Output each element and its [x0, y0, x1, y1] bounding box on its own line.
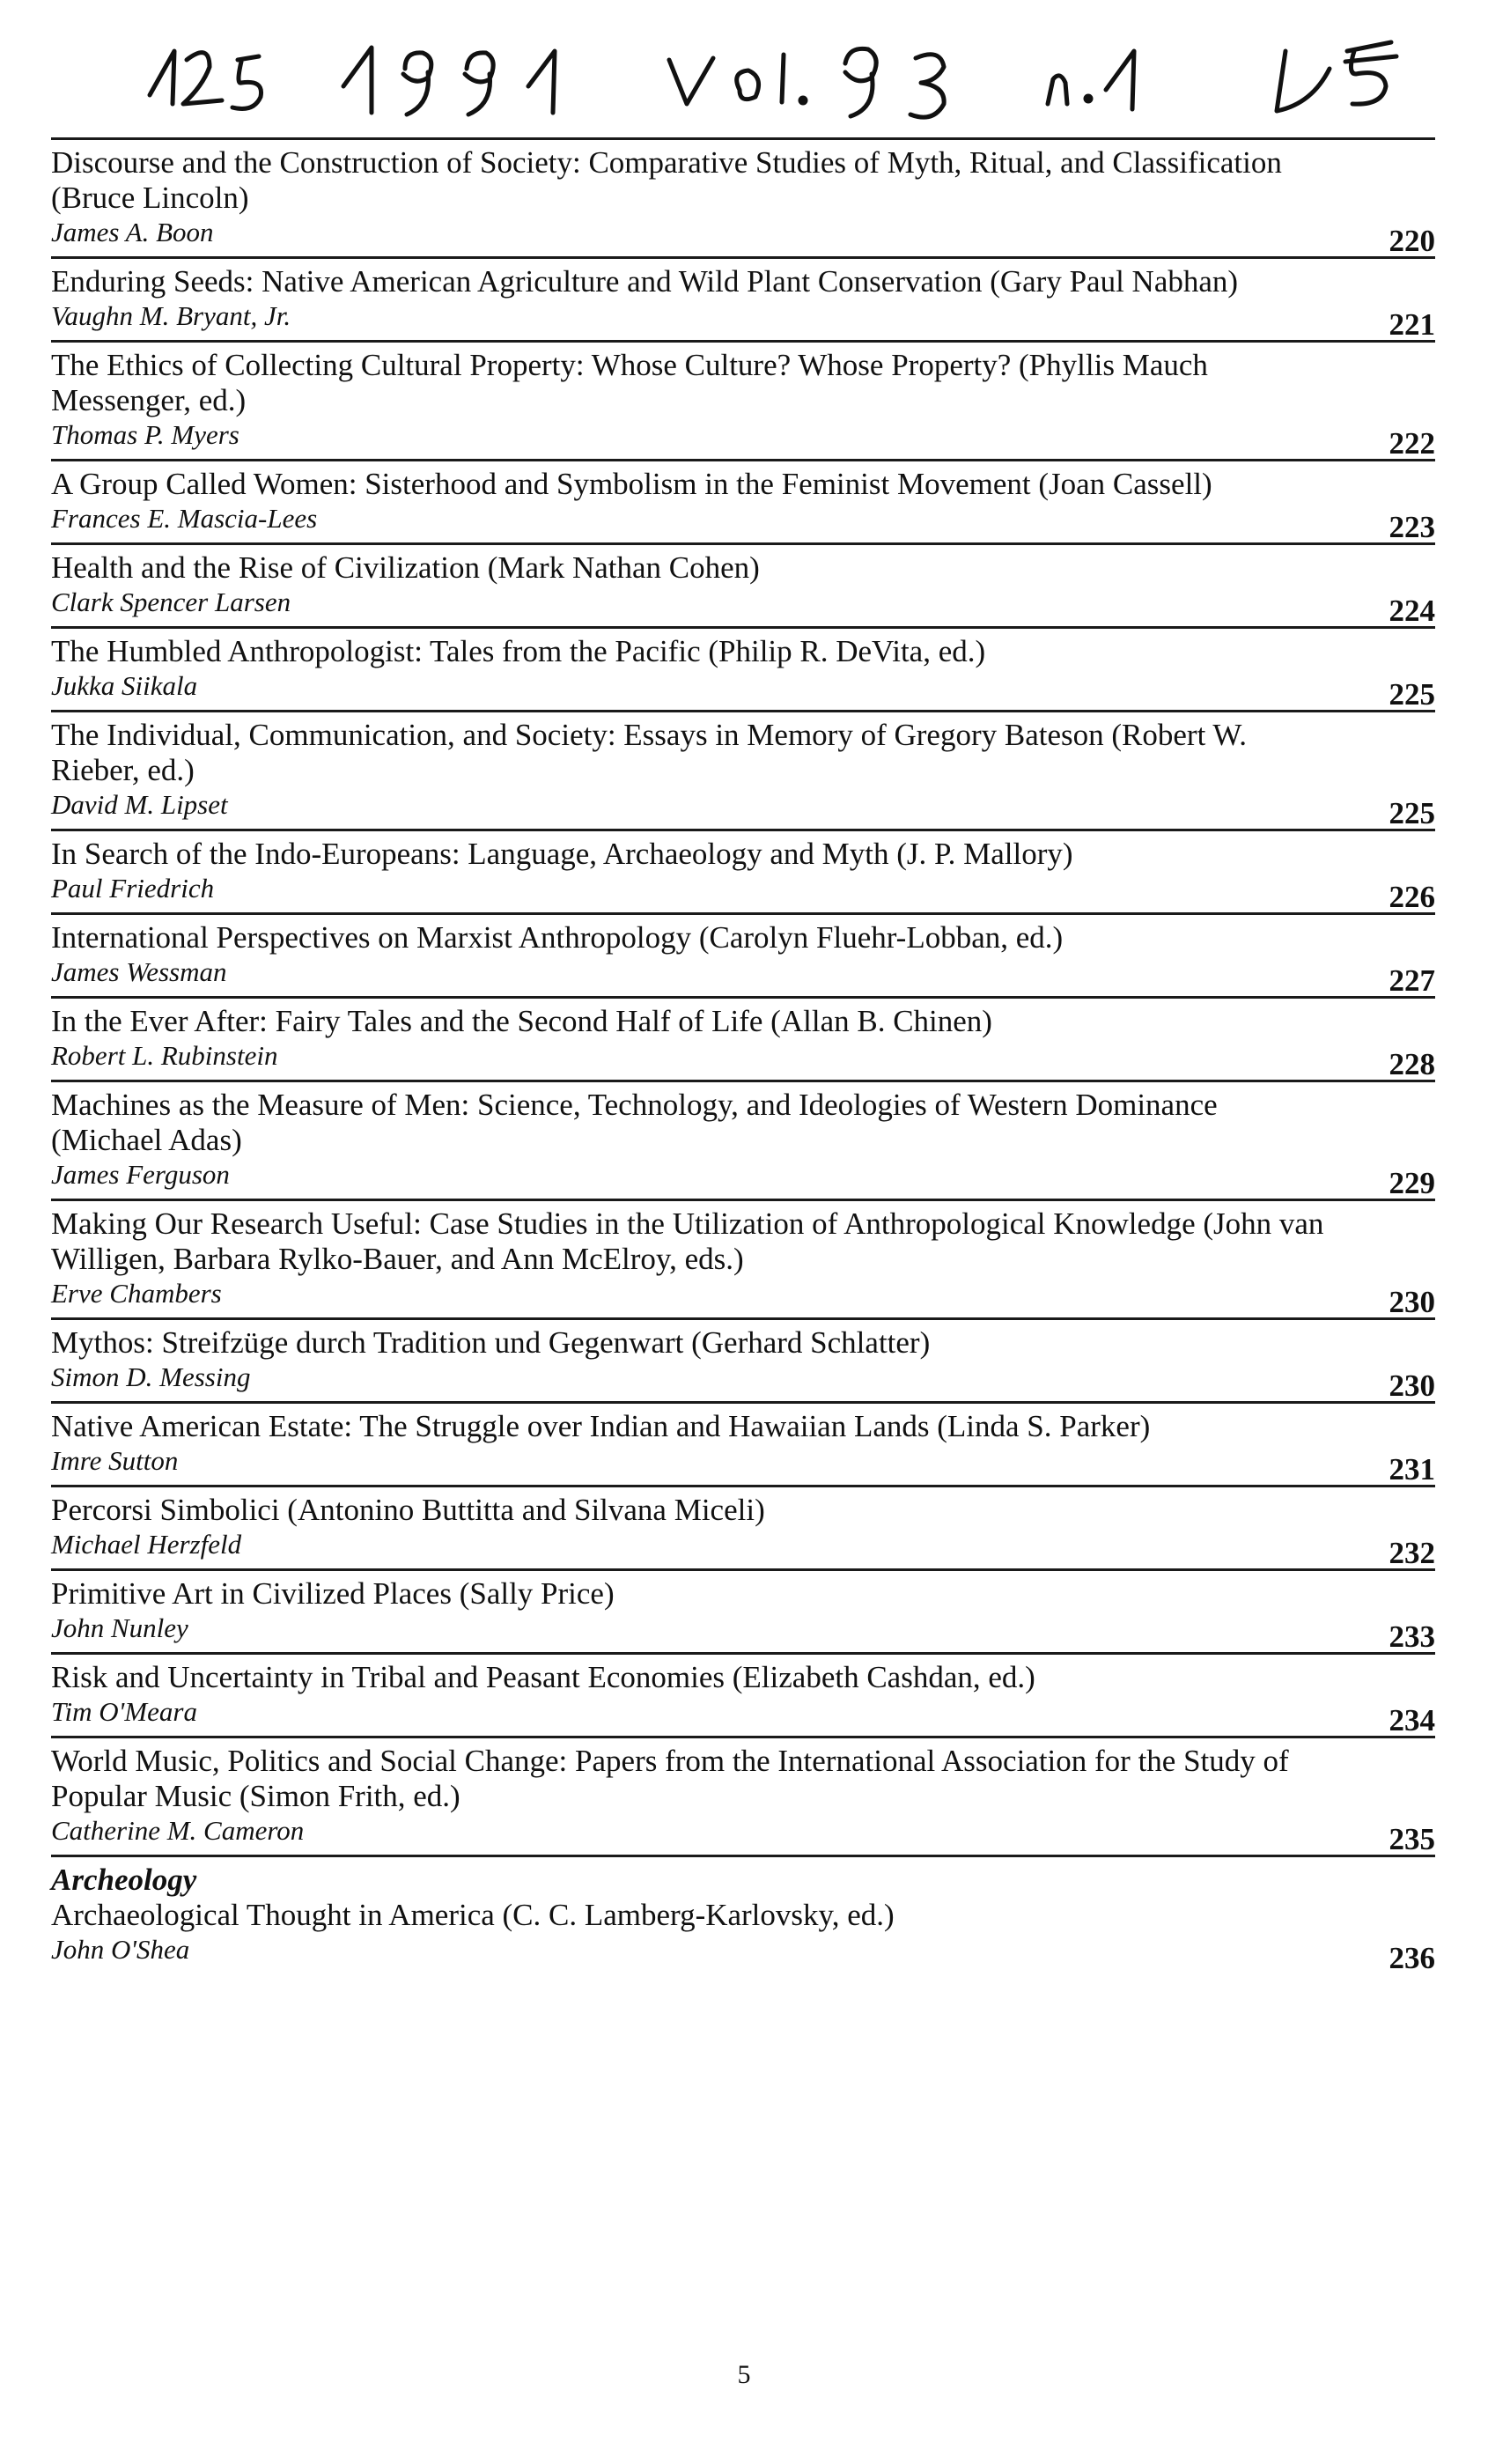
page-ref: 230 — [1389, 1285, 1435, 1319]
book-title: The Ethics of Collecting Cultural Property: Whose Culture? Whose Property? (Phyllis Mauch Messenger, ed.) — [51, 348, 1208, 417]
reviewer-row — [51, 586, 1435, 628]
book-title: In Search of the Indo-Europeans: Language, Archaeology and Myth (J. P. Mallory) — [51, 837, 1073, 871]
reviewer-row — [51, 788, 1435, 830]
reviewer-name: James Wessman — [51, 956, 227, 987]
handwritten-note — [141, 16, 1426, 139]
review-entry — [51, 710, 1435, 829]
page-ref: 225 — [1389, 677, 1435, 712]
reviewer-row — [51, 1528, 1435, 1570]
review-entry — [51, 256, 1435, 340]
book-title: Making Our Research Useful: Case Studies in the Utilization of Anthropological Knowledge (John van Willigen, Barbara Rylko-Bauer, and Ann McElroy, eds.) — [51, 1206, 1324, 1276]
page-ref: 220 — [1389, 224, 1435, 258]
reviewer-row — [51, 1444, 1435, 1487]
book-title: World Music, Politics and Social Change: Papers from the International Association for the Study of Popular Music (Simon Frith, ed.) — [51, 1744, 1289, 1813]
review-entry — [51, 1080, 1435, 1199]
reviewer-name: Paul Friedrich — [51, 873, 215, 904]
reviewer-row — [51, 1612, 1435, 1654]
page-ref: 230 — [1389, 1368, 1435, 1403]
book-title: International Perspectives on Marxist Anthropology (Carolyn Fluehr-Lobban, ed.) — [51, 920, 1064, 955]
book-title: Machines as the Measure of Men: Science, Technology, and Ideologies of Western Dominance (Michael Adas) — [51, 1088, 1218, 1157]
review-entry — [51, 1401, 1435, 1485]
reviewer-row — [51, 1039, 1435, 1081]
reviewer-row — [51, 502, 1435, 544]
page-ref: 222 — [1389, 426, 1435, 461]
reviewer-name: Jukka Siikala — [51, 670, 198, 701]
reviewer-name: James Ferguson — [51, 1159, 230, 1190]
book-title: Mythos: Streifzüge durch Tradition und Gegenwart (Gerhard Schlatter) — [51, 1325, 931, 1360]
reviewer-row — [51, 418, 1435, 461]
review-entry — [51, 996, 1435, 1080]
book-title: The Individual, Communication, and Society: Essays in Memory of Gregory Bateson (Robert W. Rieber, ed.) — [51, 718, 1247, 787]
reviewer-name: John Nunley — [51, 1612, 188, 1643]
reviewer-row — [51, 1814, 1435, 1856]
book-title: The Humbled Anthropologist: Tales from the Pacific (Philip R. DeVita, ed.) — [51, 634, 986, 668]
page-ref: 223 — [1389, 510, 1435, 544]
reviewer-name: John O'Shea — [51, 1934, 190, 1965]
book-title: Archaeological Thought in America (C. C. Lamberg-Karlovsky, ed.) — [51, 1898, 895, 1932]
section-archeology — [51, 1855, 1435, 1973]
reviewer-row — [51, 1933, 1435, 1975]
page-ref: 231 — [1389, 1452, 1435, 1487]
page-ref: 225 — [1389, 796, 1435, 830]
review-entry — [51, 1485, 1435, 1568]
page-ref: 226 — [1389, 880, 1435, 914]
reviewer-name: Thomas P. Myers — [51, 419, 239, 450]
reviewer-row — [51, 1158, 1435, 1200]
book-title: Discourse and the Construction of Society: Comparative Studies of Myth, Ritual, and Classification (Bruce Lincoln) — [51, 145, 1282, 215]
reviewer-name: Tim O'Meara — [51, 1696, 197, 1727]
book-title: In the Ever After: Fairy Tales and the Second Half of Life (Allan B. Chinen) — [51, 1004, 992, 1038]
book-title: A Group Called Women: Sisterhood and Symbolism in the Feminist Movement (Joan Cassell) — [51, 467, 1212, 501]
page-ref: 233 — [1389, 1619, 1435, 1654]
review-entry — [51, 1199, 1435, 1317]
review-entry — [51, 1652, 1435, 1736]
page-ref: 224 — [1389, 594, 1435, 628]
reviewer-row — [51, 669, 1435, 712]
handwritten-note-drawing — [141, 16, 1426, 139]
reviewer-name: Michael Herzfeld — [51, 1529, 242, 1560]
review-list — [51, 137, 1435, 1973]
review-entry — [51, 340, 1435, 459]
review-entry — [51, 1736, 1435, 1855]
reviewer-name: Robert L. Rubinstein — [51, 1040, 278, 1071]
review-entry — [51, 137, 1435, 256]
page-ref: 227 — [1389, 963, 1435, 998]
reviewer-row — [51, 1277, 1435, 1319]
page-ref: 235 — [1389, 1822, 1435, 1856]
reviewer-row — [51, 1361, 1435, 1403]
page-ref: 234 — [1389, 1703, 1435, 1737]
reviewer-name: Simon D. Messing — [51, 1361, 251, 1392]
reviewer-name: Catherine M. Cameron — [51, 1815, 305, 1846]
reviewer-name: Vaughn M. Bryant, Jr. — [51, 300, 291, 331]
book-title: Health and the Rise of Civilization (Mark Nathan Cohen) — [51, 550, 760, 585]
reviewer-name: Imre Sutton — [51, 1445, 179, 1476]
section-heading: Archeology — [51, 1863, 197, 1897]
review-entry — [51, 459, 1435, 542]
book-title: Percorsi Simbolici (Antonino Buttitta and Silvana Miceli) — [51, 1493, 765, 1527]
book-title: Enduring Seeds: Native American Agriculture and Wild Plant Conservation (Gary Paul Nabhan) — [51, 264, 1239, 299]
review-entry — [51, 829, 1435, 912]
reviewer-row — [51, 216, 1435, 258]
page-ref: 228 — [1389, 1047, 1435, 1081]
reviewer-row — [51, 299, 1435, 342]
book-title: Native American Estate: The Struggle over Indian and Hawaiian Lands (Linda S. Parker) — [51, 1409, 1151, 1443]
page-ref: 229 — [1389, 1166, 1435, 1200]
reviewer-row — [51, 872, 1435, 914]
review-entry — [51, 912, 1435, 996]
reviewer-name: Frances E. Mascia-Lees — [51, 503, 318, 534]
page-ref: 221 — [1389, 307, 1435, 342]
reviewer-row — [51, 1695, 1435, 1737]
reviewer-row — [51, 955, 1435, 998]
reviewer-name: David M. Lipset — [51, 789, 228, 820]
review-entry — [51, 542, 1435, 626]
page-ref: 232 — [1389, 1536, 1435, 1570]
book-title: Primitive Art in Civilized Places (Sally Price) — [51, 1576, 615, 1611]
review-entry — [51, 626, 1435, 710]
review-entry — [51, 1317, 1435, 1401]
reviewer-name: Clark Spencer Larsen — [51, 586, 291, 617]
book-title: Risk and Uncertainty in Tribal and Peasant Economies (Elizabeth Cashdan, ed.) — [51, 1660, 1035, 1694]
reviewer-name: Erve Chambers — [51, 1278, 222, 1309]
reviewer-name: James A. Boon — [51, 217, 214, 247]
page-number: 5 — [737, 2360, 751, 2389]
review-entry — [51, 1568, 1435, 1652]
page-ref: 236 — [1389, 1941, 1435, 1975]
